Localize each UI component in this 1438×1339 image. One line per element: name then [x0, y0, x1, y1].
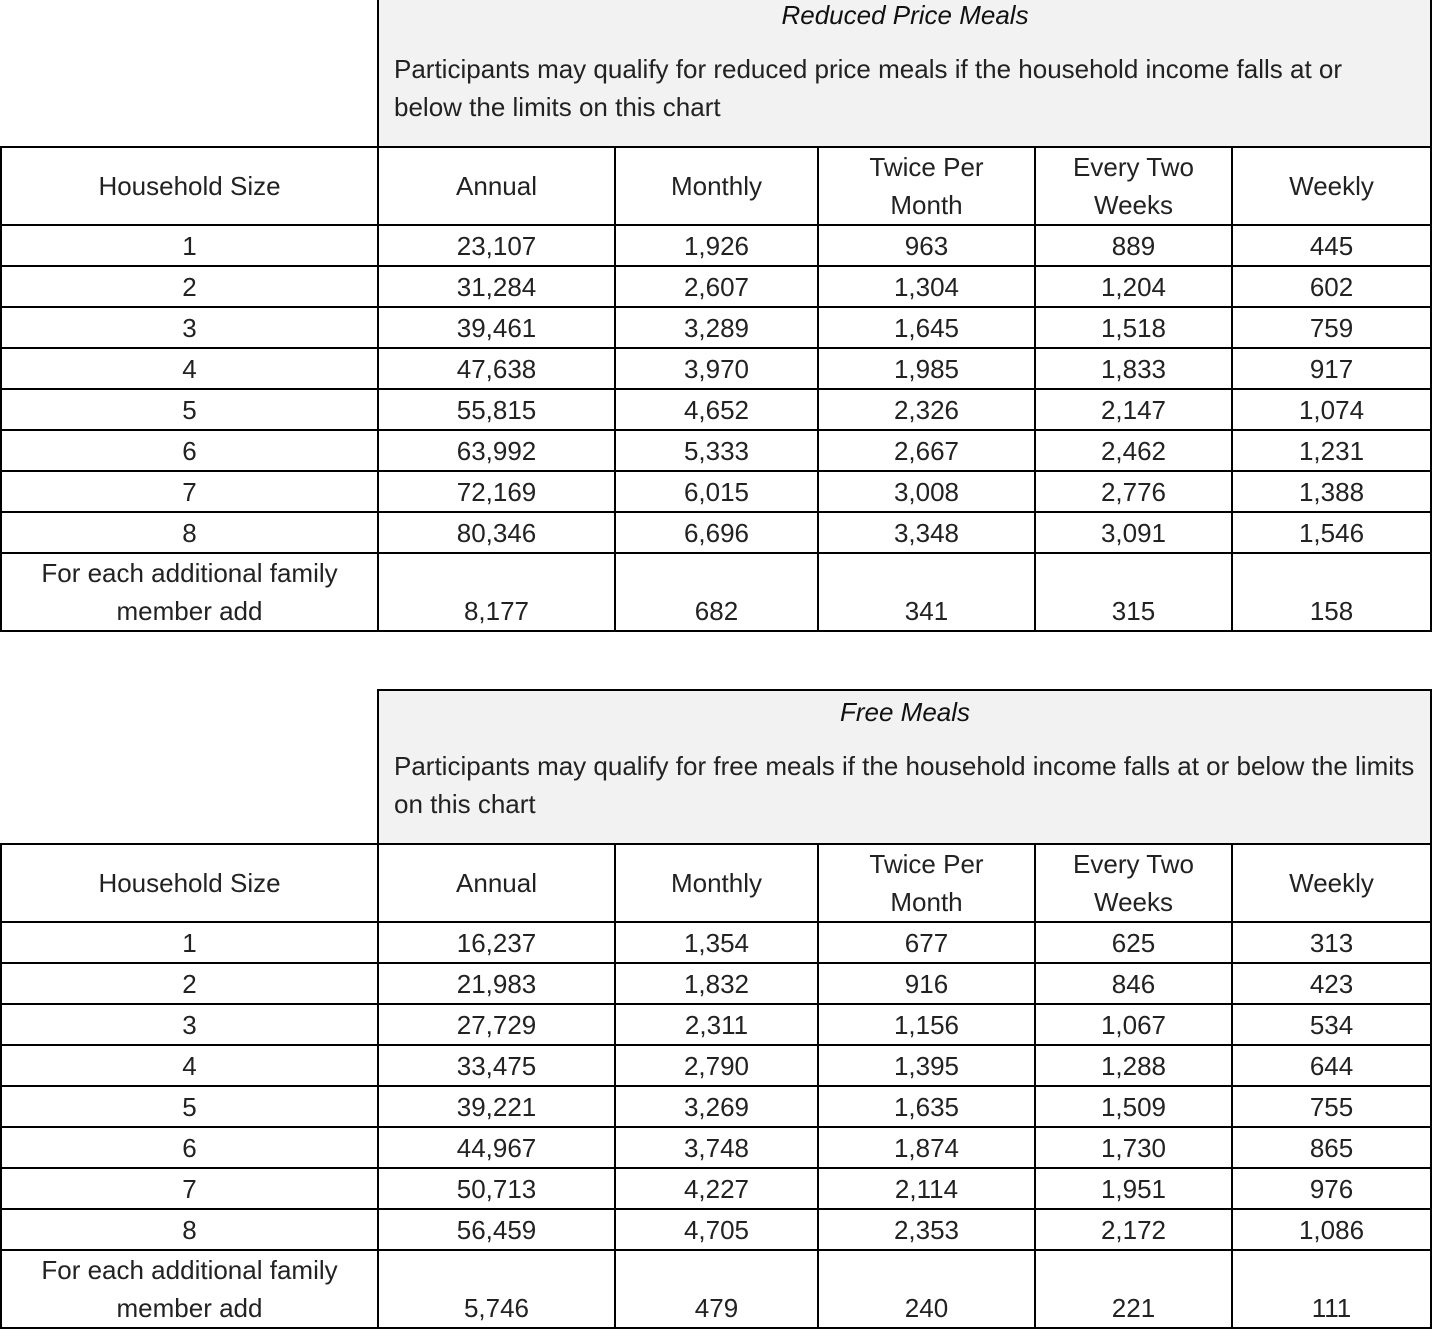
- table-row: [1, 1168, 1431, 1209]
- cell-weekly: 759: [1232, 307, 1431, 348]
- cell-additional-monthly: 479: [615, 1250, 818, 1328]
- additional-member-label: For each additional family member add: [1, 553, 378, 631]
- cell-annual: 21,983: [378, 963, 615, 1004]
- table-row: [1, 1004, 1431, 1045]
- cell-annual: 33,475: [378, 1045, 615, 1086]
- cell-household-size: 3: [1, 307, 378, 348]
- table-row: [1, 471, 1431, 512]
- cell-every-two-weeks: 1,067: [1035, 1004, 1232, 1045]
- additional-member-label: For each additional family member add: [1, 1250, 378, 1328]
- cell-additional-every-two-weeks: 315: [1035, 553, 1232, 631]
- table-row: [1, 389, 1431, 430]
- cell-every-two-weeks: 1,951: [1035, 1168, 1232, 1209]
- table-title: Free Meals: [839, 697, 971, 727]
- cell-annual: 27,729: [378, 1004, 615, 1045]
- cell-annual: 39,221: [378, 1086, 615, 1127]
- cell-every-two-weeks: 3,091: [1035, 512, 1232, 553]
- cell-annual: 80,346: [378, 512, 615, 553]
- cell-weekly: 917: [1232, 348, 1431, 389]
- cell-twice-per-month: 1,156: [818, 1004, 1035, 1045]
- cell-monthly: 6,696: [615, 512, 818, 553]
- cell-every-two-weeks: 1,288: [1035, 1045, 1232, 1086]
- cell-weekly: 313: [1232, 922, 1431, 963]
- cell-twice-per-month: 1,635: [818, 1086, 1035, 1127]
- cell-every-two-weeks: 1,204: [1035, 266, 1232, 307]
- cell-weekly: 445: [1232, 225, 1431, 266]
- table-row: [1, 225, 1431, 266]
- table-row: [1, 1045, 1431, 1086]
- cell-twice-per-month: 1,874: [818, 1127, 1035, 1168]
- cell-monthly: 4,705: [615, 1209, 818, 1250]
- cell-annual: 31,284: [378, 266, 615, 307]
- cell-weekly: 534: [1232, 1004, 1431, 1045]
- column-header-annual: Annual: [378, 147, 615, 225]
- cell-monthly: 5,333: [615, 430, 818, 471]
- table-row: [1, 1127, 1431, 1168]
- cell-monthly: 3,748: [615, 1127, 818, 1168]
- cell-twice-per-month: 2,667: [818, 430, 1035, 471]
- free-meals-table: [0, 689, 1432, 1329]
- cell-household-size: 5: [1, 389, 378, 430]
- cell-annual: 55,815: [378, 389, 615, 430]
- cell-monthly: 3,269: [615, 1086, 818, 1127]
- cell-every-two-weeks: 1,518: [1035, 307, 1232, 348]
- column-header-monthly: Monthly: [615, 844, 818, 922]
- cell-household-size: 7: [1, 471, 378, 512]
- cell-monthly: 6,015: [615, 471, 818, 512]
- table-row: [1, 1086, 1431, 1127]
- table-row: [1, 512, 1431, 553]
- cell-twice-per-month: 963: [818, 225, 1035, 266]
- cell-additional-every-two-weeks: 221: [1035, 1250, 1232, 1328]
- cell-household-size: 6: [1, 1127, 378, 1168]
- cell-additional-twice-per-month: 341: [818, 553, 1035, 631]
- cell-additional-monthly: 682: [615, 553, 818, 631]
- cell-every-two-weeks: 1,730: [1035, 1127, 1232, 1168]
- table-row: [1, 922, 1431, 963]
- cell-monthly: 1,926: [615, 225, 818, 266]
- cell-twice-per-month: 1,985: [818, 348, 1035, 389]
- column-header-row: [1, 147, 1431, 225]
- cell-weekly: 1,231: [1232, 430, 1431, 471]
- cell-every-two-weeks: 846: [1035, 963, 1232, 1004]
- cell-monthly: 2,607: [615, 266, 818, 307]
- cell-weekly: 423: [1232, 963, 1431, 1004]
- additional-member-row: [1, 1250, 1431, 1328]
- cell-monthly: 1,832: [615, 963, 818, 1004]
- cell-household-size: 6: [1, 430, 378, 471]
- cell-annual: 50,713: [378, 1168, 615, 1209]
- table-row: [1, 430, 1431, 471]
- cell-monthly: 4,227: [615, 1168, 818, 1209]
- cell-every-two-weeks: 2,776: [1035, 471, 1232, 512]
- cell-annual: 63,992: [378, 430, 615, 471]
- table-row: [1, 1209, 1431, 1250]
- column-header-every-two-weeks: Every Two Weeks: [1035, 147, 1232, 225]
- cell-twice-per-month: 1,645: [818, 307, 1035, 348]
- table-description: Participants may qualify for reduced price meals if the household income falls at or below the limits on this chart: [394, 54, 1343, 122]
- cell-twice-per-month: 2,353: [818, 1209, 1035, 1250]
- cell-every-two-weeks: 1,833: [1035, 348, 1232, 389]
- cell-twice-per-month: 3,008: [818, 471, 1035, 512]
- cell-every-two-weeks: 2,462: [1035, 430, 1232, 471]
- column-header-row: [1, 844, 1431, 922]
- cell-twice-per-month: 2,326: [818, 389, 1035, 430]
- cell-annual: 23,107: [378, 225, 615, 266]
- cell-twice-per-month: 1,304: [818, 266, 1035, 307]
- cell-monthly: 2,790: [615, 1045, 818, 1086]
- cell-weekly: 1,074: [1232, 389, 1431, 430]
- column-header-weekly: Weekly: [1232, 844, 1431, 922]
- cell-weekly: 976: [1232, 1168, 1431, 1209]
- column-header-annual: Annual: [378, 844, 615, 922]
- column-header-every-two-weeks: Every Two Weeks: [1035, 844, 1232, 922]
- cell-weekly: 602: [1232, 266, 1431, 307]
- table-row: [1, 963, 1431, 1004]
- cell-weekly: 1,388: [1232, 471, 1431, 512]
- table-row: [1, 266, 1431, 307]
- cell-every-two-weeks: 2,147: [1035, 389, 1232, 430]
- cell-household-size: 1: [1, 225, 378, 266]
- column-header-twice-per-month: Twice Per Month: [818, 147, 1035, 225]
- table-description: Participants may qualify for free meals if the household income falls at or below the limits on this chart: [394, 751, 1415, 819]
- cell-weekly: 644: [1232, 1045, 1431, 1086]
- cell-household-size: 3: [1, 1004, 378, 1045]
- table-header-panel: [378, 690, 1431, 844]
- cell-annual: 39,461: [378, 307, 615, 348]
- cell-additional-weekly: 111: [1232, 1250, 1431, 1328]
- cell-additional-twice-per-month: 240: [818, 1250, 1035, 1328]
- cell-every-two-weeks: 625: [1035, 922, 1232, 963]
- cell-every-two-weeks: 1,509: [1035, 1086, 1232, 1127]
- cell-twice-per-month: 916: [818, 963, 1035, 1004]
- cell-every-two-weeks: 2,172: [1035, 1209, 1232, 1250]
- cell-annual: 16,237: [378, 922, 615, 963]
- table-title: Reduced Price Meals: [781, 0, 1029, 30]
- cell-annual: 56,459: [378, 1209, 615, 1250]
- column-header-household-size: Household Size: [1, 147, 378, 225]
- additional-member-row: [1, 553, 1431, 631]
- corner-blank-cell: [1, 0, 378, 147]
- cell-household-size: 8: [1, 1209, 378, 1250]
- cell-monthly: 1,354: [615, 922, 818, 963]
- cell-household-size: 4: [1, 348, 378, 389]
- cell-household-size: 1: [1, 922, 378, 963]
- corner-blank-cell: [1, 690, 378, 844]
- cell-additional-weekly: 158: [1232, 553, 1431, 631]
- cell-weekly: 1,086: [1232, 1209, 1431, 1250]
- table-row: [1, 307, 1431, 348]
- cell-household-size: 2: [1, 963, 378, 1004]
- cell-household-size: 4: [1, 1045, 378, 1086]
- cell-annual: 72,169: [378, 471, 615, 512]
- cell-twice-per-month: 1,395: [818, 1045, 1035, 1086]
- cell-twice-per-month: 2,114: [818, 1168, 1035, 1209]
- cell-monthly: 4,652: [615, 389, 818, 430]
- column-header-monthly: Monthly: [615, 147, 818, 225]
- cell-weekly: 1,546: [1232, 512, 1431, 553]
- cell-weekly: 755: [1232, 1086, 1431, 1127]
- cell-household-size: 7: [1, 1168, 378, 1209]
- cell-monthly: 3,970: [615, 348, 818, 389]
- cell-monthly: 3,289: [615, 307, 818, 348]
- cell-weekly: 865: [1232, 1127, 1431, 1168]
- column-header-twice-per-month: Twice Per Month: [818, 844, 1035, 922]
- table-row: [1, 348, 1431, 389]
- cell-household-size: 2: [1, 266, 378, 307]
- cell-additional-annual: 5,746: [378, 1250, 615, 1328]
- cell-household-size: 5: [1, 1086, 378, 1127]
- cell-twice-per-month: 677: [818, 922, 1035, 963]
- cell-every-two-weeks: 889: [1035, 225, 1232, 266]
- table-header-panel: [378, 0, 1431, 147]
- cell-annual: 44,967: [378, 1127, 615, 1168]
- cell-household-size: 8: [1, 512, 378, 553]
- column-header-household-size: Household Size: [1, 844, 378, 922]
- column-header-weekly: Weekly: [1232, 147, 1431, 225]
- cell-annual: 47,638: [378, 348, 615, 389]
- cell-monthly: 2,311: [615, 1004, 818, 1045]
- cell-twice-per-month: 3,348: [818, 512, 1035, 553]
- reduced-price-meals-table: [0, 0, 1432, 632]
- cell-additional-annual: 8,177: [378, 553, 615, 631]
